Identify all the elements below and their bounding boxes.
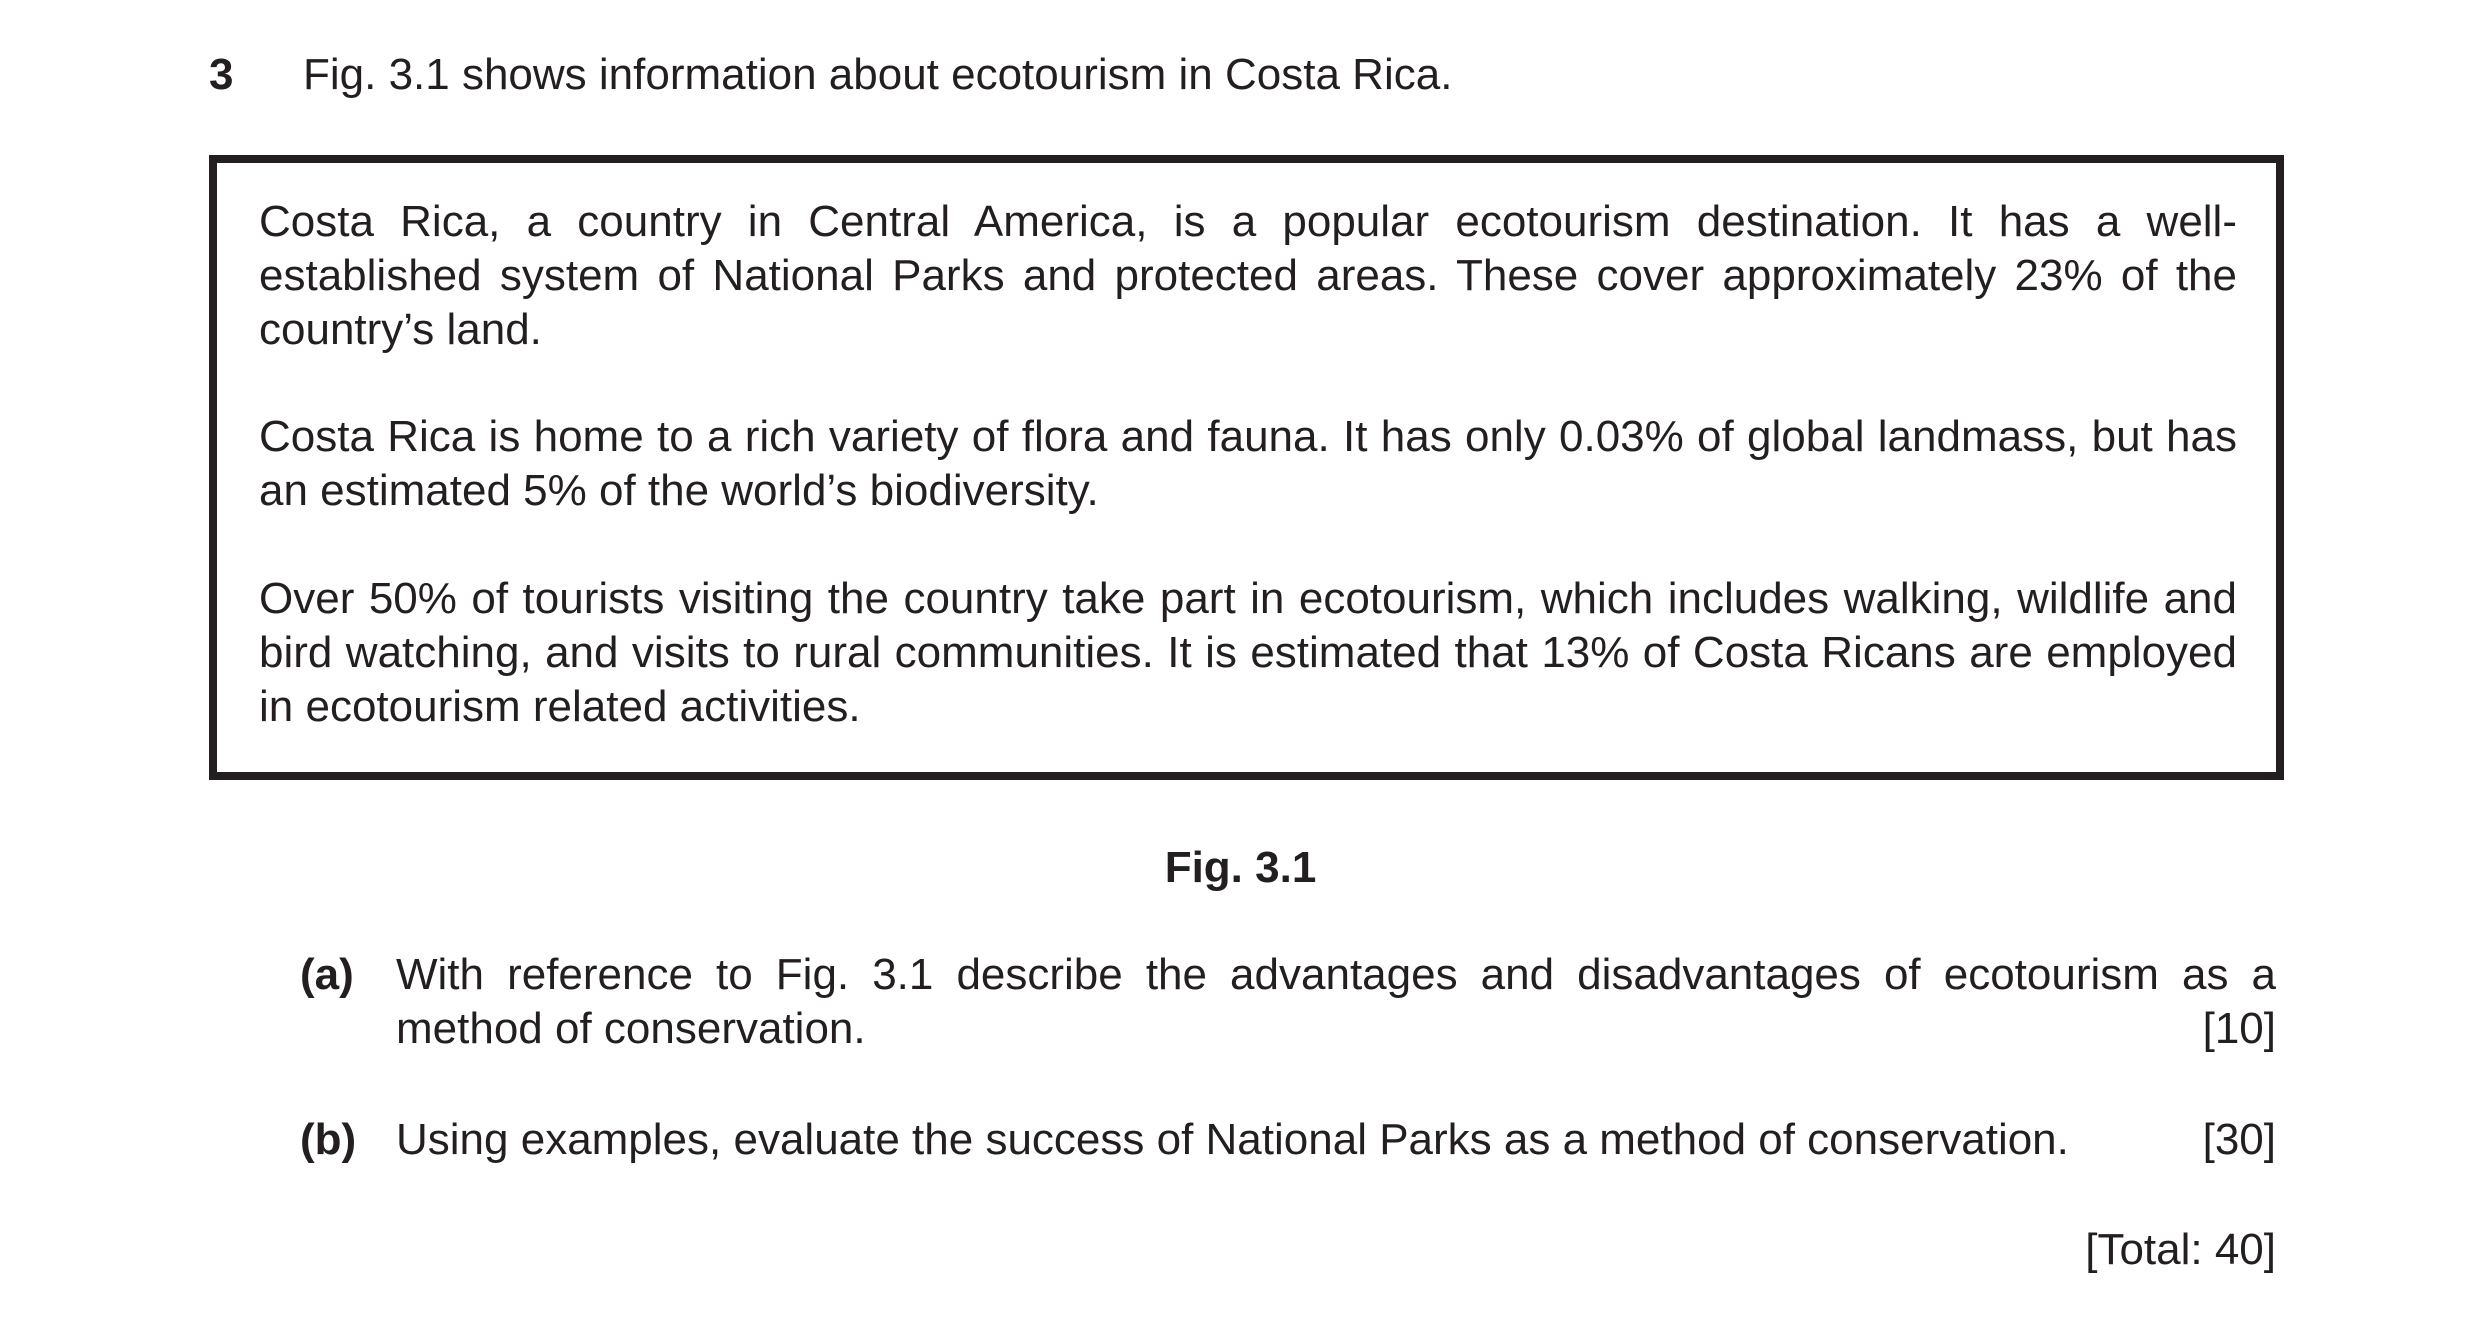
part-label: (a) (300, 950, 354, 999)
figure-caption: Fig. 3.1 (1164, 843, 1317, 892)
part-marks: [30] (2202, 1115, 2276, 1164)
question-number: 3 (209, 50, 234, 99)
part-text (396, 1113, 2276, 1167)
figure-paragraph: Costa Rica, a country in Central America, is a popular ecotourism destination. It has a well-established system of National Parks and protected areas. These cover approximately 23% of the country’s land. (259, 197, 2237, 354)
total-marks: [Total: 40] (2085, 1225, 2276, 1274)
part-marks: [10] (2202, 1004, 2276, 1053)
question-part-b (300, 1113, 2276, 1169)
question-intro: Fig. 3.1 shows information about ecotourism in Costa Rica. (303, 50, 1453, 99)
part-text-last-line (396, 1113, 2276, 1167)
figure-paragraph: Over 50% of tourists visiting the country take part in ecotourism, which includes walking, wildlife and bird watching, and visits to rural communities. It is estimated that 13% of Costa Ricans are employed in ecotourism related activities. (259, 574, 2237, 731)
figure-paragraph: Costa Rica is home to a rich variety of flora and fauna. It has only 0.03% of global landmass, but has an estimated 5% of the world’s biodiversity. (259, 412, 2237, 515)
figure-box (209, 155, 2284, 780)
part-text-line: Using examples, evaluate the success of National Parks as a method of conservation. (396, 1115, 2069, 1164)
part-text-line: method of conservation. (396, 1004, 866, 1053)
question-part-a (300, 948, 2276, 1058)
part-label: (b) (300, 1115, 357, 1164)
part-text-line: With reference to Fig. 3.1 describe the advantages and disadvantages of ecotourism as a (396, 950, 2276, 999)
part-text (396, 948, 2276, 1056)
part-text-last-line (396, 1002, 2276, 1056)
